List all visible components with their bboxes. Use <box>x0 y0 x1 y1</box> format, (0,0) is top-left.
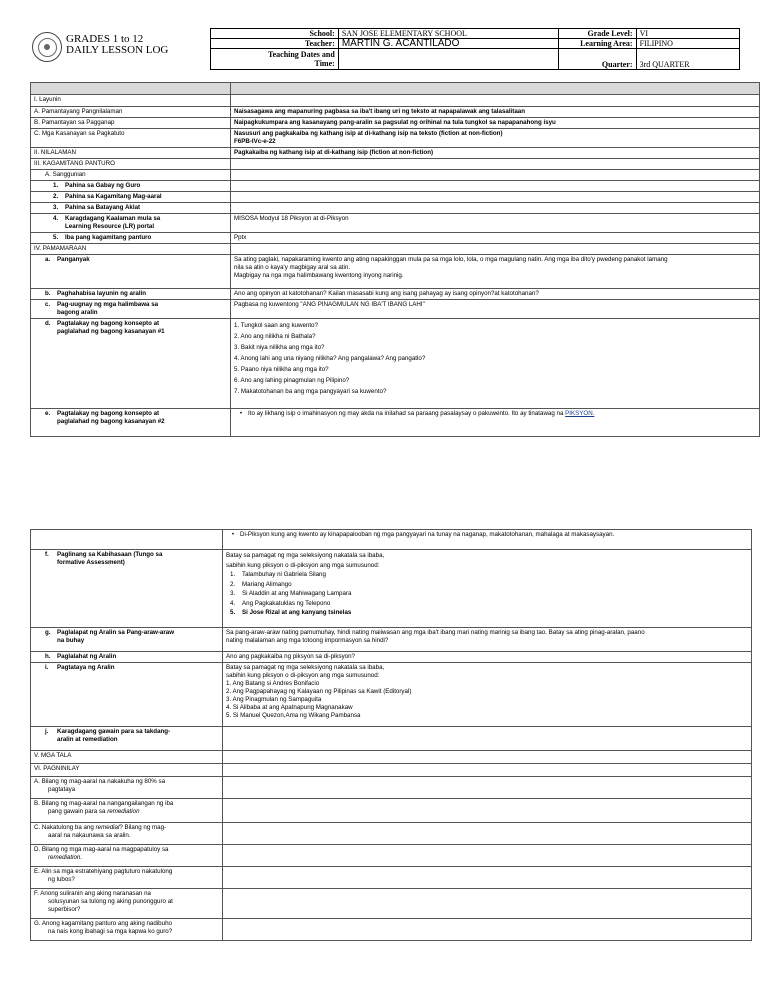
row-pamantayan-label: A. Pamantayang Pangnilalaman <box>31 107 231 118</box>
pd-2: remediation. <box>48 854 83 861</box>
row-v-label: V. MGA TALA <box>31 751 223 764</box>
row-h-value: Ano ang pagkakaiba ng piksyon sa di-piksyon? <box>223 652 752 663</box>
e-value-text: Ito ay likhang isip o imahinasyon ng may akda na inilahad sa paraang pasalaysay o pakuwento. Ito ay tinatawag na <box>248 410 564 417</box>
row-s3-value <box>231 203 760 214</box>
d-question-6: 6. Ano ang lahing pinagmulan ng Pilipino? <box>234 377 350 384</box>
pe-1: E. Alin sa mga estratehiyang pagtuturo nakatulong <box>34 868 173 875</box>
c-text-2: bagong aralin <box>57 309 98 316</box>
lesson-log-header <box>30 28 740 76</box>
row-pa-value <box>223 777 752 799</box>
row-layunin: I. Layunin <box>31 95 231 107</box>
row-pagganap-value: Naipagkukumpara ang kasanayang pang-aralin sa pagsulat ng orihinal na tula tungkol sa napapanahong isyu <box>231 118 760 129</box>
j-text-1: Karagdagang gawain para sa takdang- <box>57 728 171 735</box>
quarter-value: 3rd QUARTER <box>636 49 739 70</box>
row-pa-label <box>31 777 223 799</box>
row-a-label: a. Panganyak <box>31 255 231 289</box>
area-value: FILIPINO <box>636 39 739 49</box>
e-text-2: paglalahad ng bagong kasanayan #2 <box>57 418 165 425</box>
row-d-value <box>231 319 760 409</box>
school-label: School: <box>211 29 339 39</box>
school-value: SAN JOSE ELEMENTARY SCHOOL <box>338 29 558 39</box>
i-item-4: 4. Si Alibaba at ang Apatnapung Magnanakaw <box>226 704 353 711</box>
row-e-label: e. Pagtalakay ng bagong konsepto at paglalahad ng bagong kasanayan #2 <box>31 409 231 437</box>
row-s4-value: MISOSA Modyul 18 Piksyon at di-Piksyon <box>231 214 760 233</box>
grade-value: VI <box>636 29 739 39</box>
s3-text: Pahina sa Batayang Aklat <box>65 204 141 211</box>
row-pg-value <box>223 919 752 941</box>
d-question-4: 4. Anong lahi ang una niyang nilikha? Ang pangalawa? Ang pangatlo? <box>234 355 426 362</box>
row-g-value <box>223 628 752 652</box>
row-pagganap-label: B. Pamantayan sa Pagganap <box>31 118 231 129</box>
area-label: Learning Area: <box>558 39 636 49</box>
pb-1: B. Bilang ng mag-aaral na nangangailangan ng iba <box>34 800 174 807</box>
row-b-label: b. Paghahabisa layunin ng aralin <box>31 289 231 300</box>
row-pc-value <box>223 823 752 845</box>
f-item-2-text: Mariang Alimango <box>242 580 292 588</box>
pb-2: pang gawain para sa <box>48 808 106 815</box>
g-text-1: Paglalapat ng Aralin sa Pang-araw-araw <box>57 629 175 636</box>
dates-value <box>338 49 558 70</box>
header-info-table <box>210 28 740 70</box>
f-item-5-text: Si Jose Rizal at ang kanyang tsinelas <box>242 609 352 616</box>
a-text: Panganyak <box>57 256 90 263</box>
d-text-1: Pagtalakay ng bagong konsepto at <box>57 320 160 327</box>
d-text-2: paglalahad ng bagong kasanayan #1 <box>57 328 165 335</box>
a-value-2: nila sa atin o kaya'y magbigay aral sa atin. <box>234 264 351 271</box>
c-text-1: Pag-uugnay ng mga halimbawa sa <box>57 301 159 308</box>
f-item-2: 2. Mariang Alimango <box>230 580 292 588</box>
cont-value-text: Di-Piksyon kung ang kwento ay kinapapalooban ng mga pangyayari na tunay na naganap, makatotohanan, mahalaga at makasaysayan. <box>240 531 615 538</box>
pc-2: aaral na nakaunawa sa aralin. <box>48 832 131 839</box>
row-s1-value <box>231 181 760 192</box>
s2-text: Pahina sa Kagamitang Mag-aaral <box>65 193 162 200</box>
row-kagamitan-label: III. KAGAMITANG PANTURO <box>31 159 231 170</box>
row-kasanayan-value <box>231 129 760 148</box>
row-c-label: c. Pag-uugnay ng mga halimbawa sa bagong aralin <box>31 300 231 319</box>
blank-header-left <box>31 83 231 95</box>
row-s3-label: 3. Pahina sa Batayang Aklat <box>31 203 231 214</box>
teacher-label: Teacher: <box>211 39 339 49</box>
row-pc-label <box>31 823 223 845</box>
row-pe-value <box>223 867 752 889</box>
b-text: Paghahabisa layunin ng aralin <box>57 290 147 297</box>
row-f-label: f. Paglinang sa Kabihasaan (Tungo sa formative Assessment) <box>31 550 223 628</box>
g-value-2: nating malalaman ang mga totoong impormasyon sa hindi? <box>226 637 389 644</box>
lesson-table-part-1 <box>30 82 760 437</box>
row-s5-label: 5. Iba pang kagamitang panturo <box>31 233 231 244</box>
row-j-label: j. Karagdagang gawain para sa takdang- aralin at remediation <box>31 727 223 751</box>
row-f-value <box>223 550 752 628</box>
d-question-5: 5. Paano niya nilikha ang mga ito? <box>234 366 329 373</box>
row-nilalaman-value: Pagkakaiba ng kathang isip at di-kathang isip (fiction at non-fiction) <box>231 148 760 159</box>
h-text: Paglalahat ng Aralin <box>57 653 117 660</box>
row-a-value <box>231 255 760 289</box>
f-text-1: Paglinang sa Kabihasaan (Tungo sa <box>57 551 163 558</box>
f-text-2: formative Assessment) <box>57 559 125 566</box>
kasanayan-text: Nasusuri ang pagkakaiba ng kathang isip at di-kathang isip na teksto (fiction at non-fiction) <box>234 130 503 137</box>
i-item-5: 5. Si Manuel Quezon,Ama ng Wikang Pambansa <box>226 712 361 719</box>
quarter-label: Quarter: <box>558 49 636 70</box>
f-item-5: 5. Si Jose Rizal at ang kanyang tsinelas <box>230 609 352 616</box>
pf-2: solusyunan sa tulong ng aking punongguro at <box>48 898 173 905</box>
header-title <box>66 34 168 56</box>
pd-1: D. Bilang ng mga mag-aaral na magpapatuloy sa <box>34 846 169 853</box>
f-item-4-text: Ang Pagkakatuklas ng Telepono <box>242 599 331 607</box>
i-text: Pagtataya ng Aralin <box>57 664 115 671</box>
row-cont-value: • Di-Piksyon kung ang kwento ay kinapapalooban ng mga pangyayari na tunay na naganap, makatotohanan, mahalaga at makasaysayan. <box>223 530 752 550</box>
row-s4-label: 4. Karagdagang Kaalaman mula sa Learning Resource (LR) portal <box>31 214 231 233</box>
i-value-2: sabihin kung piksyon o di-piksyon ang mga sumusunod: <box>226 672 380 679</box>
row-kagamitan-value <box>231 159 760 170</box>
e-text-1: Pagtalakay ng bagong konsepto at <box>57 410 160 417</box>
row-i-label: i. Pagtataya ng Aralin <box>31 663 223 727</box>
lesson-table-part-2 <box>30 529 752 941</box>
pc-1: C. Nakatulong ba ang <box>34 824 94 831</box>
row-pf-label <box>31 889 223 919</box>
pb-3: remediation <box>107 808 140 815</box>
s5-text: Iba pang kagamitang panturo <box>65 234 152 241</box>
dates-label <box>211 49 339 70</box>
f-value-1: Batay sa pamagat ng mga seleksiyong nakatala sa ibaba, <box>226 552 385 559</box>
d-question-7: 7. Makatotohanan ba ang mga pangyayari sa kuwento? <box>234 388 387 395</box>
g-value-1: Sa pang-araw-araw nating pamumuhay, hindi nating maiiwasan ang mga iba't ibang mari nating marinig sa ibang tao. Batay sa ating pinag-aralan, paano <box>226 629 645 636</box>
teacher-value: MARTIN G. ACANTILADO <box>338 39 558 49</box>
pg-2: na nais kong ibahagi sa mga kapwa ko guro? <box>48 928 173 935</box>
row-s1-label: 1. Pahina sa Gabay ng Guro <box>31 181 231 192</box>
row-s2-value <box>231 192 760 203</box>
pa-2: pagtataya <box>48 786 76 793</box>
f-value-2: sabihin kung piksyon o di-piksyon ang mga sumusunod: <box>226 561 380 569</box>
f-item-3: 3. Si Aladdin at ang Mahiwagang Lampara <box>230 590 352 597</box>
row-kasanayan-label: C. Mga Kasanayan sa Pagkatuto <box>31 129 231 148</box>
row-nilalaman-label: II. NILALAMAN <box>31 148 231 159</box>
row-pamantayan-value: Naisasagawa ang mapanuring pagbasa sa iba't ibang uri ng teksto at napapalawak ang talasalitaan <box>231 107 760 118</box>
g-text-2: na buhay <box>57 637 85 644</box>
deped-seal-icon <box>32 32 62 62</box>
pc-1b: remedial <box>95 824 120 831</box>
pf-3: superbisor? <box>48 906 81 913</box>
d-question-2: 2. Ano ang nilikha ni Bathala? <box>234 333 316 340</box>
f-item-3-text: Si Aladdin at ang Mahiwagang Lampara <box>242 590 352 597</box>
d-question-3: 3. Bakit niya nilikha ang mga ito? <box>234 344 325 351</box>
i-item-2: 2. Ang Pagpapahayag ng Kalayaan ng Pilipinas sa Kawit (Editoryal) <box>226 688 412 695</box>
blank-header-right <box>231 83 760 95</box>
i-value-1: Batay sa pamagat ng mga seleksiyong nakatala sa ibaba, <box>226 664 385 671</box>
row-s2-label: 2. Pahina sa Kagamitang Mag-aaral <box>31 192 231 203</box>
row-j-value <box>223 727 752 751</box>
row-pg-label <box>31 919 223 941</box>
row-s5-value: Pptx <box>231 233 760 244</box>
row-g-label: g. Paglalapat ng Aralin sa Pang-araw-araw na buhay <box>31 628 223 652</box>
pc-1c: ? Bilang ng mag- <box>119 824 167 831</box>
row-d-label: d. Pagtalakay ng bagong konsepto at paglalahad ng bagong kasanayan #1 <box>31 319 231 409</box>
row-cont-label <box>31 530 223 550</box>
row-sanggunian-value <box>231 170 760 181</box>
row-pd-label <box>31 845 223 867</box>
piksyon-link[interactable]: PIKSYON. <box>565 410 595 417</box>
a-value-3: Magbigay na nga mga halimbawang kwentong inyong narinig. <box>234 272 404 279</box>
row-e-value: • Ito ay likhang isip o imahinasyon ng may akda na inilahad sa paraang pasalaysay o pakuwento. Ito ay tinatawag na PIKSYON. <box>231 409 760 437</box>
row-vi-value <box>223 764 752 777</box>
pf-1: F. Anong suliranin ang aking naranasan na <box>34 890 151 897</box>
row-vi-label: VI. PAGNINILAY <box>31 764 223 777</box>
s4-text-1: Karagdagang Kaalaman mula sa <box>65 215 161 222</box>
grade-label: Grade Level: <box>558 29 636 39</box>
row-pamamaraan-label: IV. PAMAMARAAN <box>31 244 231 255</box>
a-value-1: Sa ating paglaki, napakaraming kwento ang ating napakinggan mula pa sa mga lolo, lola, o mga magulang natin. Ang mga iba dito'y pwedeng panakot lamang <box>234 256 668 263</box>
dates-label-1: Teaching Dates and <box>267 50 335 59</box>
row-h-label: h. Paglalahat ng Aralin <box>31 652 223 663</box>
s4-text-2: Learning Resource (LR) portal <box>65 223 155 230</box>
i-item-3: 3. Ang Pinagmulan ng Sampaguita <box>226 696 322 703</box>
row-b-value: Ano ang opinyon at katotohanan? Kailan masasabi kung ang isang pahayag ay isang opinyon?at katotohanan? <box>231 289 760 300</box>
f-item-4: 4. Ang Pagkakatuklas ng Telepono <box>230 599 331 607</box>
f-item-1-text: Talambuhay ni Gabriela Silang <box>242 571 326 578</box>
row-sanggunian-label: A. Sanggunian <box>31 170 231 181</box>
pg-1: G. Anong kagamitang panturo ang aking nadibuho <box>34 920 172 927</box>
row-pd-value <box>223 845 752 867</box>
row-pb-label <box>31 799 223 823</box>
dates-label-2: Time: <box>314 59 335 68</box>
row-c-value: Pagbasa ng kuwentong "ANG PINAGMULAN NG IBA'T IBANG LAHI" <box>231 300 760 319</box>
title-line-1: GRADES 1 to 12 <box>66 33 144 45</box>
row-pamamaraan-value <box>231 244 760 255</box>
pa-1: A. Bilang ng mag-aaral na nakakuha ng 80% sa <box>34 778 166 785</box>
row-i-value <box>223 663 752 727</box>
row-pf-value <box>223 889 752 919</box>
s1-text: Pahina sa Gabay ng Guro <box>65 182 141 189</box>
kasanayan-code: F6PB-IVc-e-22 <box>234 138 276 145</box>
f-item-1: 1. Talambuhay ni Gabriela Silang <box>230 571 326 578</box>
pe-2: ng lubos? <box>48 876 75 883</box>
row-v-value <box>223 751 752 764</box>
title-line-2: DAILY LESSON LOG <box>66 44 169 56</box>
row-layunin-value <box>231 95 760 107</box>
j-text-2: aralin at remediation <box>57 736 118 743</box>
row-pb-value <box>223 799 752 823</box>
d-question-1: 1. Tungkol saan ang kuwento? <box>234 322 318 329</box>
i-item-1: 1. Ang Batang si Andres Bonifacio <box>226 680 320 687</box>
row-pe-label <box>31 867 223 889</box>
